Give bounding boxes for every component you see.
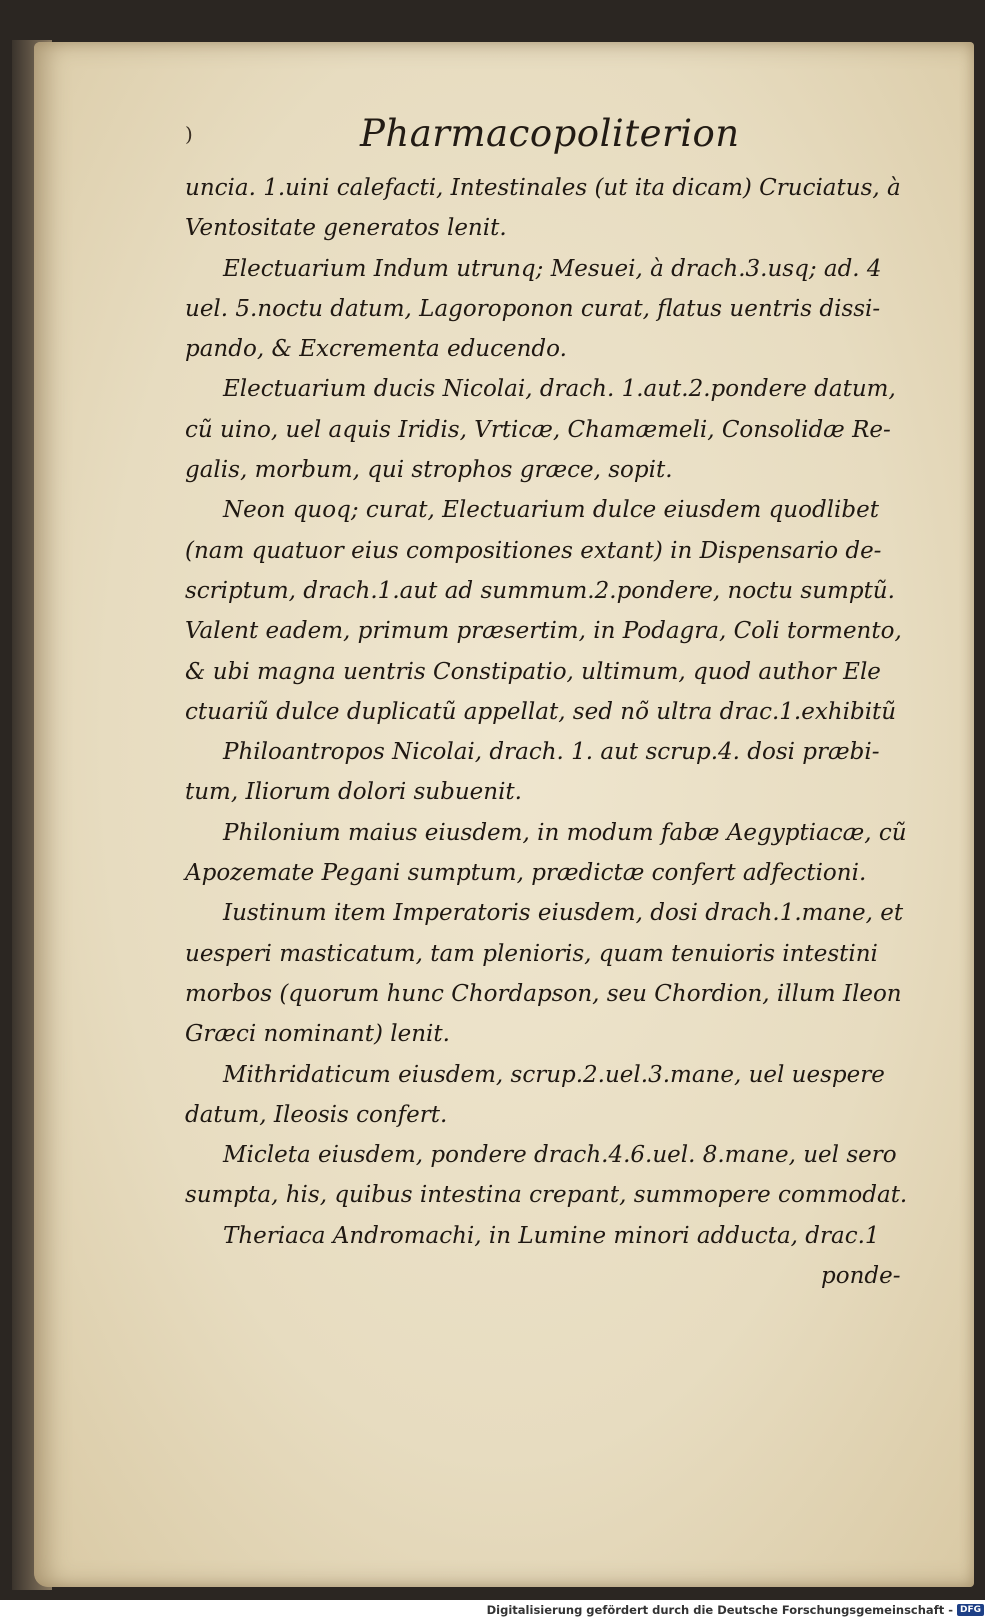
text-line: scriptum, drach.1.aut ad summum.2.pondere, noctu sumptũ. — [185, 577, 895, 604]
text-line: & ubi magna uentris Constipatio, ultimum, quod author Ele — [185, 658, 881, 685]
text-line: cũ uino, uel aquis Iridis, Vrticæ, Chamæmeli, Consolidæ Re- — [185, 416, 891, 443]
text-line: uel. 5.noctu datum, Lagoroponon curat, flatus uentris dissi- — [185, 295, 881, 322]
text-line: datum, Ileosis confert. — [185, 1101, 448, 1128]
text-line: Valent eadem, primum præsertim, in Podagra, Coli tormento, — [185, 618, 902, 645]
text-line: (nam quatuor eius compositiones extant) in Dispensario de- — [185, 537, 882, 564]
body-text — [185, 168, 910, 1296]
text-line: Philoantropos Nicolai, drach. 1. aut scrup.4. dosi præbi- — [223, 739, 880, 766]
dfg-badge: DFG — [957, 1604, 984, 1616]
text-line: Græci nominant) lenit. — [185, 1021, 450, 1048]
text-line: Neon quoq; curat, Electuarium dulce eiusdem quodlibet — [223, 497, 879, 524]
text-line: uesperi masticatum, tam plenioris, quam tenuioris intestini — [185, 940, 878, 967]
text-line: Mithridaticum eiusdem, scrup.2.uel.3.mane, uel uespere — [223, 1061, 885, 1088]
footer-text: Digitalisierung gefördert durch die Deutsche Forschungsgemeinschaft - — [486, 1603, 953, 1617]
text-line: Ventositate generatos lenit. — [185, 215, 507, 242]
text-line: tum, Iliorum dolori subuenit. — [185, 779, 522, 806]
text-line: morbos (quorum hunc Chordapson, seu Chordion, illum Ileon — [185, 980, 902, 1007]
text-line: uncia. 1.uini calefacti, Intestinales (ut ita dicam) Cruciatus, à — [185, 175, 901, 201]
text-line: ctuariũ dulce duplicatũ appellat, sed nõ ultra drac.1.exhibitũ — [185, 698, 897, 725]
page-mark: ) — [185, 122, 193, 146]
text-line: Electuarium Indum utrunq; Mesuei, à drach.3.usq; ad. 4 — [223, 255, 882, 282]
text-line: Theriaca Andromachi, in Lumine minori adducta, drac.1 — [223, 1222, 880, 1249]
running-header: Pharmacopoliterion — [360, 112, 740, 155]
text-line: sumpta, his, quibus intestina crepant, summopere commodat. — [185, 1182, 908, 1209]
text-line: ponde- — [821, 1263, 901, 1290]
text-line: Apozemate Pegani sumptum, prædictæ confert adfectioni. — [185, 860, 867, 887]
footer — [487, 1603, 984, 1617]
text-line: pando, & Excrementa educendo. — [185, 336, 567, 363]
text-line: galis, morbum, qui strophos græce, sopit. — [185, 457, 673, 484]
text-line: Iustinum item Imperatoris eiusdem, dosi drach.1.mane, et — [223, 900, 904, 927]
text-line: Philonium maius eiusdem, in modum fabæ Aegyptiacæ, cũ — [223, 819, 907, 846]
text-line: Micleta eiusdem, pondere drach.4.6.uel. 8.mane, uel sero — [223, 1142, 897, 1169]
text-line: Electuarium ducis Nicolai, drach. 1.aut.2.pondere datum, — [223, 376, 896, 403]
